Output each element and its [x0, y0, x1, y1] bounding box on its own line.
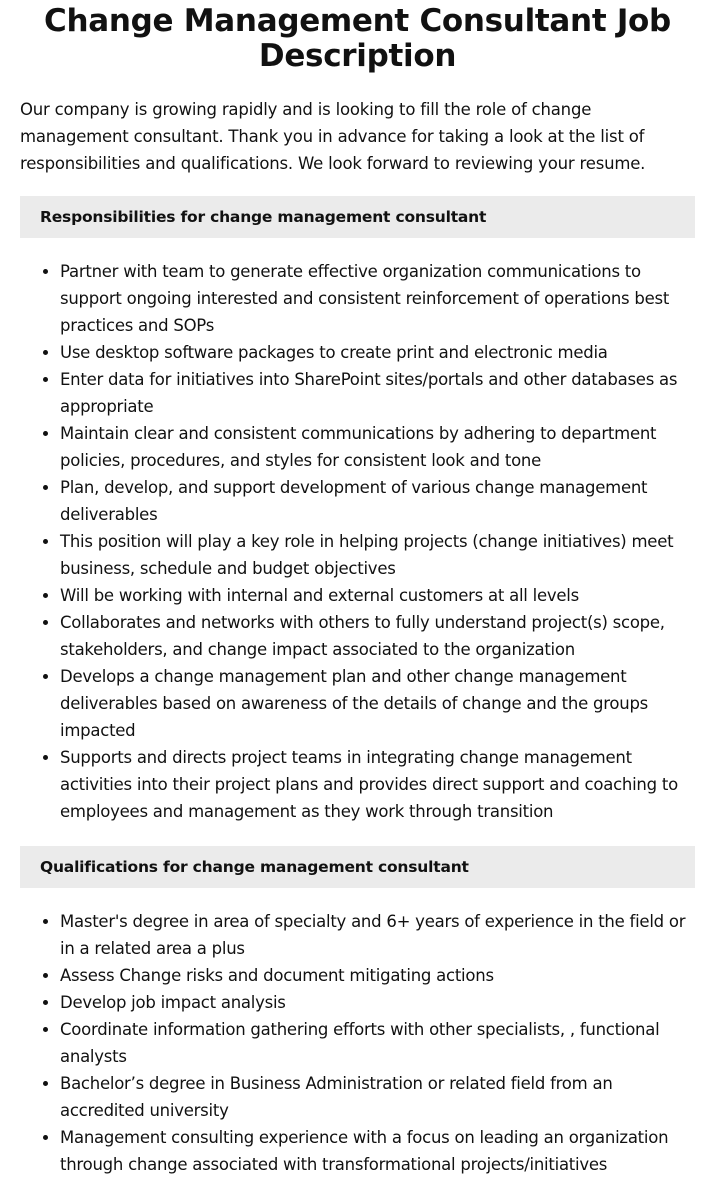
list-item: • This position will play a key role in helping projects (change initiatives) meet business, schedule and budget objectives — [60, 528, 695, 582]
list-item: • Supports and directs project teams in integrating change management activities into their project plans and provides direct support and coaching to employees and management as they work through transition — [60, 744, 695, 825]
responsibilities-heading: Responsibilities for change management consultant — [20, 196, 695, 238]
list-item: • Maintain clear and consistent communications by adhering to department policies, procedures, and styles for consistent look and tone — [60, 420, 695, 474]
job-description — [0, 4, 720, 1178]
list-item: • Develop job impact analysis — [60, 989, 695, 1016]
list-item: • Will be working with internal and external customers at all levels — [60, 582, 695, 609]
list-item: • Coordinate information gathering efforts with other specialists, , functional analysts — [60, 1016, 695, 1070]
list-item: • Master's degree in area of specialty and 6+ years of experience in the field or in a related area a plus — [60, 908, 695, 962]
qualifications-list — [20, 908, 695, 1178]
list-item: • Collaborates and networks with others to fully understand project(s) scope, stakeholders, and change impact associated to the organization — [60, 609, 695, 663]
list-item: • Develops a change management plan and other change management deliverables based on awareness of the details of change and the groups impacted — [60, 663, 695, 744]
responsibilities-list — [20, 258, 695, 825]
list-item: • Bachelor’s degree in Business Administration or related field from an accredited university — [60, 1070, 695, 1124]
list-item: • Partner with team to generate effective organization communications to support ongoing interested and consistent reinforcement of operations best practices and SOPs — [60, 258, 695, 339]
list-item: • Plan, develop, and support development of various change management deliverables — [60, 474, 695, 528]
page-title: Change Management Consultant Job Description — [44, 3, 671, 74]
list-item: • Assess Change risks and document mitigating actions — [60, 962, 695, 989]
list-item: • Enter data for initiatives into SharePoint sites/portals and other databases as appropriate — [60, 366, 695, 420]
intro-text: Our company is growing rapidly and is looking to fill the role of change management consultant. Thank you in advance for taking a look at the list of responsibilities and qualifications. We look forward to reviewing your resume. — [20, 100, 646, 173]
list-item: • Management consulting experience with a focus on leading an organization through change associated with transformational projects/initiatives — [60, 1124, 695, 1178]
list-item: • Use desktop software packages to create print and electronic media — [60, 339, 695, 366]
qualifications-heading: Qualifications for change management consultant — [20, 846, 695, 888]
